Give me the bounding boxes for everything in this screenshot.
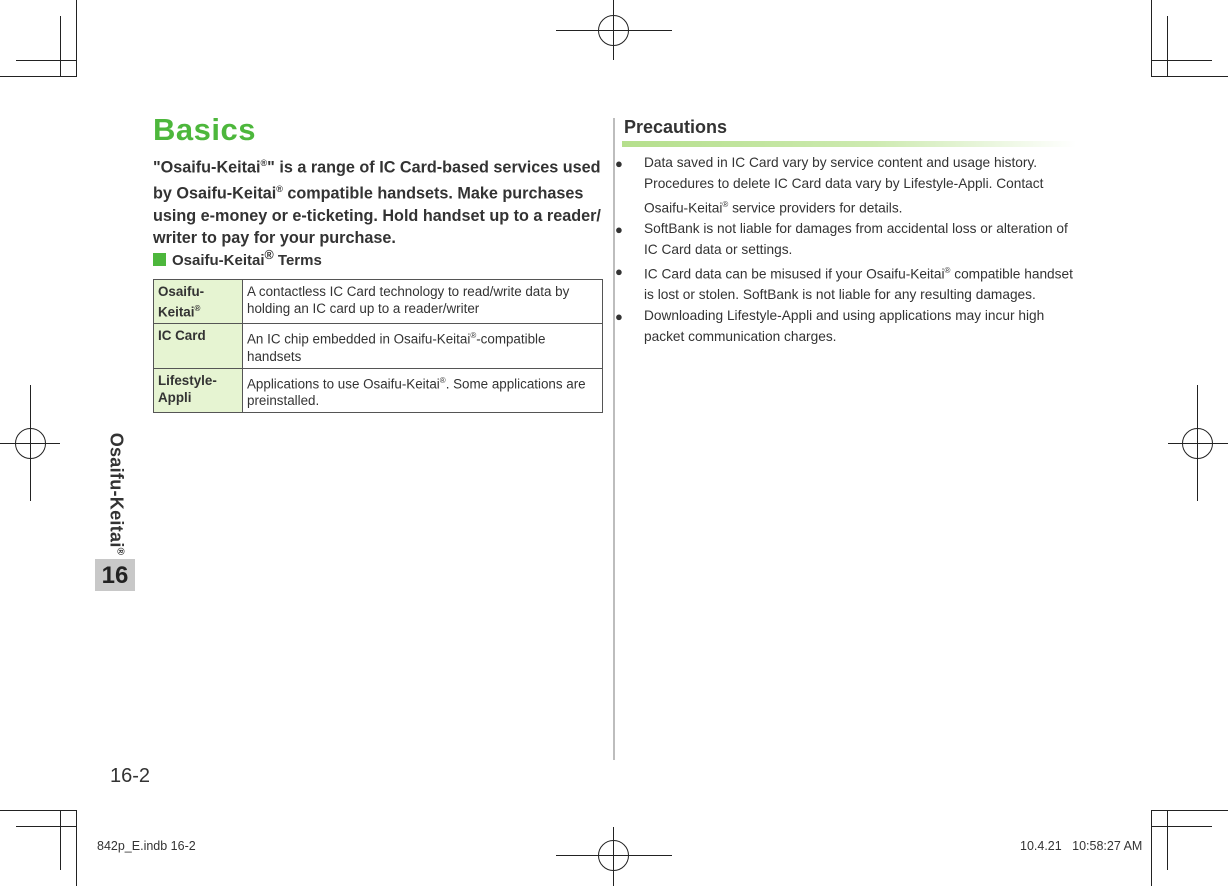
definition-cell: Applications to use Osaifu-Keitai®. Some applications are preinstalled.	[243, 368, 603, 412]
table-row	[154, 368, 603, 412]
square-bullet-icon	[153, 253, 166, 266]
terms-table	[153, 279, 603, 413]
table-row	[154, 280, 603, 324]
term-cell: IC Card	[154, 324, 243, 368]
definition-cell: A contactless IC Card technology to read/write data by holding an IC card up to a reader/writer	[243, 280, 603, 324]
print-slug-file: 842p_E.indb 16-2	[97, 839, 196, 853]
list-item: ● SoftBank is not liable for damages from accidental loss or alteration of IC Card data or settings.	[615, 220, 1068, 257]
precautions-list	[614, 153, 1084, 347]
page-number: 16-2	[110, 765, 151, 787]
section-title-precautions: Precautions	[624, 117, 728, 137]
terms-heading: Osaifu-Keitai® Terms	[153, 248, 322, 269]
definition-cell: An IC chip embedded in Osaifu-Keitai®-compatible handsets	[243, 324, 603, 368]
intro-paragraph: "Osaifu-Keitai®" is a range of IC Card-based services used by Osaifu-Keitai® compatible handsets. Make purchases using e-money or e-ticketing. Hold handset up to a reader/ writer to pay for your purchase.	[153, 158, 601, 247]
list-item: ● IC Card data can be misused if your Osaifu-Keitai® compatible handset is lost or stolen. SoftBank is not liable for any resulting damages.	[615, 263, 1073, 302]
print-slug-timestamp: 10.4.21 10:58:27 AM	[1020, 839, 1143, 853]
term-cell: Osaifu-Keitai®	[154, 280, 243, 324]
section-title-basics: Basics	[153, 112, 256, 147]
list-item: ● Downloading Lifestyle-Appli and using applications may incur high packet communication charges.	[615, 307, 1045, 344]
bullet-icon: ●	[615, 263, 623, 279]
bullet-icon: ●	[615, 221, 623, 237]
bullet-icon: ●	[615, 308, 623, 324]
term-cell: Lifestyle-Appli	[154, 368, 243, 412]
table-row	[154, 324, 603, 368]
bullet-icon: ●	[615, 156, 623, 171]
list-item: ● Data saved in IC Card vary by service content and usage history. Procedures to delete IC Card data vary by Lifestyle-Appli. Contact Osaifu-Keitai® service providers for details.	[615, 155, 1044, 216]
chapter-side-title: Osaifu-Keitai®	[106, 432, 127, 556]
chapter-number-badge: 16	[95, 559, 135, 591]
heading-underline	[622, 141, 1076, 147]
